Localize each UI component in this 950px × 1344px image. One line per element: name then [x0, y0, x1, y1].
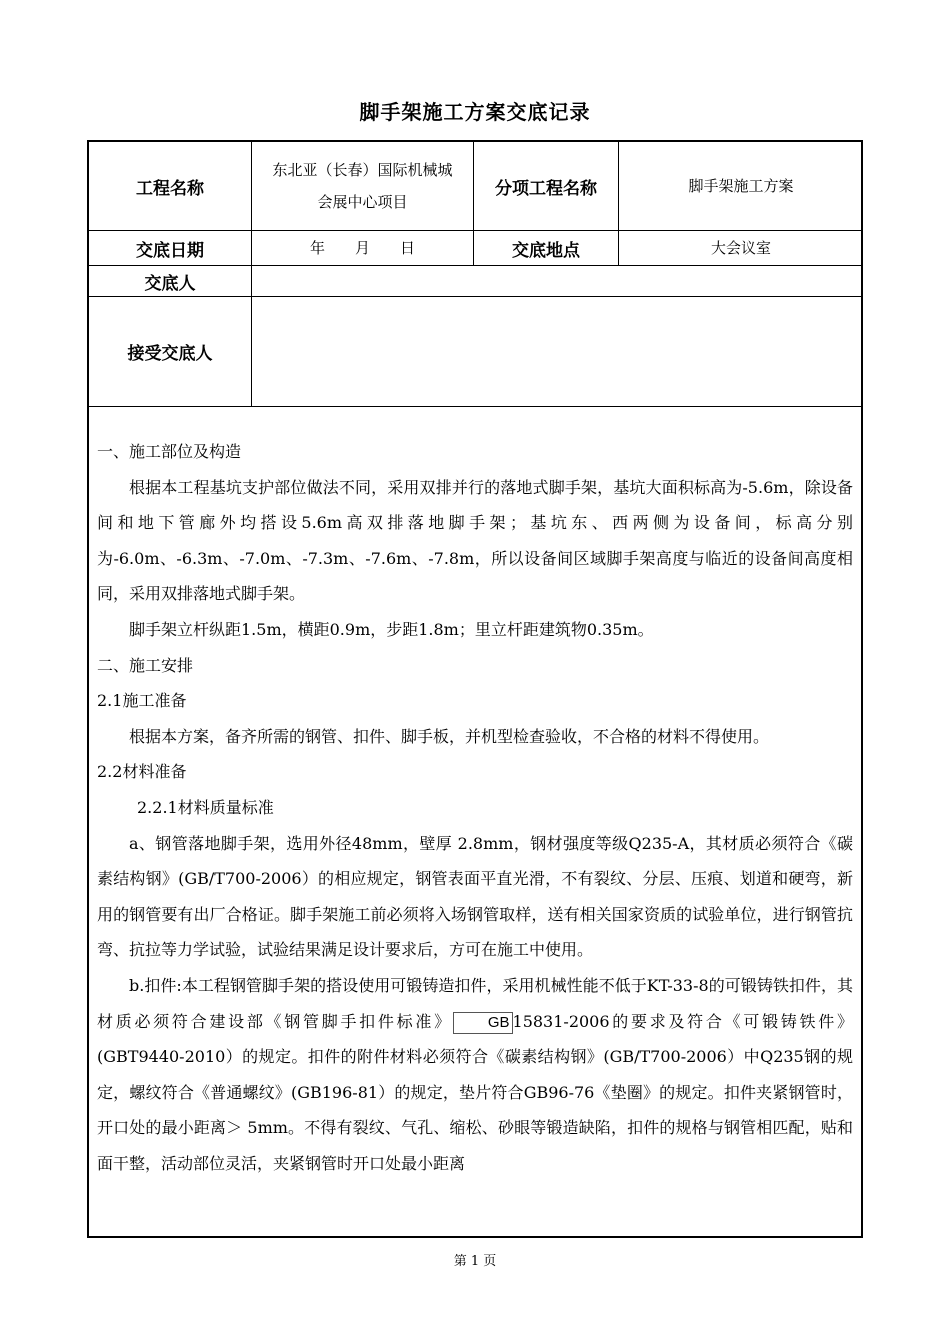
discloser-label: 交底人 [144, 273, 196, 294]
date-label: 交底日期 [136, 240, 204, 261]
location-label: 交底地点 [512, 240, 580, 261]
section-heading: 二、施工安排 [97, 655, 194, 675]
sub-project-label: 分项工程名称 [495, 178, 597, 199]
paragraph [97, 968, 853, 1182]
paragraph: 根据本方案，备齐所需的钢管、扣件、脚手板，并机型检查验收，不合格的材料不得使用。 [129, 726, 770, 746]
date-value: 年 月 日 [309, 239, 415, 257]
receiver-label: 接受交底人 [127, 344, 213, 364]
project-name-line2: 会展中心项目 [317, 193, 408, 211]
disclosure-content [97, 430, 853, 1181]
subsection-heading: 2.1施工准备 [97, 691, 187, 711]
sub-project-value: 脚手架施工方案 [688, 177, 794, 195]
paragraph: 根据本工程基坑支护部位做法不同，采用双排并行的落地式脚手架，基坑大面积标高为-5.6m，除设备间和地下管廊外均搭设5.6m高双排落地脚手架；基坑东、西两侧为设备间，标高分别为-6.0m、-6.3m、-7.0m、-7.3m、-7.6m、-7.8m，所以设备间区域脚手架高度与临近的设备间高度相同，采用双排落地式脚手架。 [97, 477, 853, 604]
subsection-heading: 2.2材料准备 [97, 762, 187, 782]
project-name-label: 工程名称 [136, 178, 204, 199]
page-title: 脚手架施工方案交底记录 [359, 100, 591, 124]
subsection-heading: 2.2.1材料质量标准 [137, 797, 274, 817]
paragraph-text: b.扣件:本工程钢管脚手架的搭设使用可锻铸造扣件，采用机械性能不低于KT-33-8的可锻铸铁扣件，其材质必须符合建设部《钢管脚手扣件标准》 [97, 975, 853, 1031]
project-name-value [252, 142, 473, 230]
disclosure-form [87, 140, 863, 1238]
location-value: 大会议室 [710, 239, 771, 257]
section-heading: 一、施工部位及构造 [97, 442, 242, 461]
row-divider [89, 406, 861, 407]
page-number: 第 1 页 [453, 1254, 497, 1269]
paragraph: 脚手架立杆纵距1.5m，横距0.9m，步距1.8m；里立杆距建筑物0.35m。 [129, 619, 654, 639]
gb-field-box: GB [453, 1012, 513, 1034]
project-name-line1: 东北亚（长春）国际机械城 [272, 161, 453, 179]
paragraph: a、钢管落地脚手架，选用外径48mm，壁厚 2.8mm，钢材强度等级Q235-A，其材质必须符合《碳素结构钢》(GB/T700-2006）的相应规定，钢管表面平直光滑，不有裂纹、分层、压痕、划道和硬弯，新用的钢管要有出厂合格证。脚手架施工前必须将入场钢管取样，送有相关国家资质的试验单位，进行钢管抗弯、抗拉等力学试验，试验结果满足设计要求后，方可在施工中使用。 [97, 833, 853, 960]
paragraph-text: 15831-2006的要求及符合《可锻铸铁件》(GBT9440-2010）的规定。扣件的附件材料必须符合《碳素结构钢》(GB/T700-2006）中Q235钢的规定，螺纹符合《普通螺纹》(GB196-81）的规定，垫片符合GB96-76《垫圈》的规定。扣件夹紧钢管时，开口处的最小距离＞ 5mm。不得有裂纹、气孔、缩松、砂眼等锻造缺陷，扣件的规格与钢管相匹配，贴和面干整，活动部位灵活，夹紧钢管时开口处最小距离 [97, 1011, 853, 1173]
